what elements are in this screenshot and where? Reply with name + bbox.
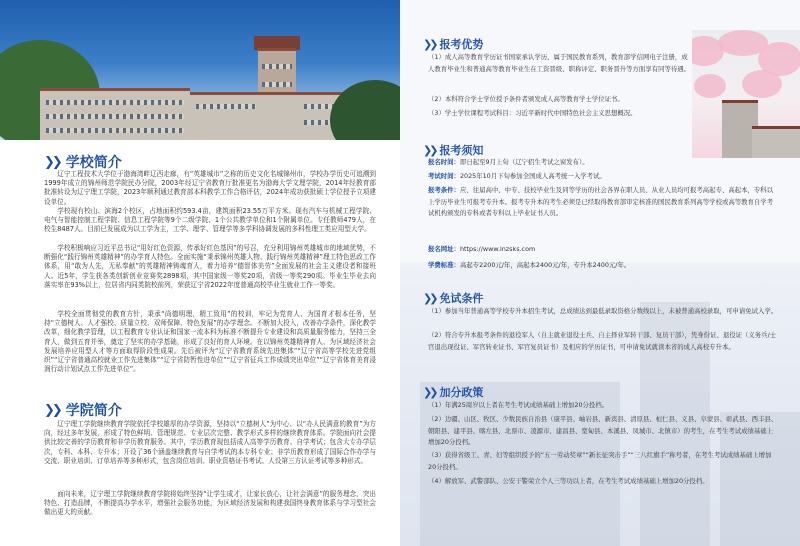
notice-row-tuition [428, 260, 768, 272]
notice-value: 高起专2200元/年，高起本2400元/年，专升本2400元/年。 [459, 261, 631, 269]
notice-row-exam-time [428, 171, 768, 183]
chevron-right-icon: ❯❯ [44, 402, 60, 418]
exemption-heading [423, 290, 483, 306]
advantage-item-3: （3）学士学位课程考试科目：习近平新时代中国特色社会主义思想概况。 [428, 109, 637, 117]
college-intro-title: 学院简介 [65, 403, 122, 419]
notice-row-eligibility [428, 185, 778, 220]
exemption-item-2: （2）符合专升本报考条件的退役军人（自主就业退役士兵、自主择业军转干部、复员干部），凭身份证、退役证（义务兵/士官退出现役证、军官转业证书、军官复员证书）及相应的学历证书，可申请免试就读本省的成人高校专升本。 [428, 331, 777, 351]
notice-title: 报考须知 [439, 144, 484, 157]
advantage-item-2: （2）本科符合学士学位授予条件者颁发成人高等教育学士学位证书。 [428, 95, 624, 103]
notice-value: 2025年10月下旬参加全国成人高考统一入学考试。 [459, 172, 606, 180]
notice-label: 学费标准： [428, 261, 460, 269]
chevron-right-icon: ❯❯ [423, 37, 436, 51]
notice-row-website [428, 244, 768, 256]
blossom-tower-photo [692, 30, 800, 158]
bonus-title: 加分政策 [439, 386, 484, 399]
school-intro-paragraph-1: 辽宁工程技术大学位于渤海湾畔辽西走廊，有“英雄城市”之称的历史文化名城锦州市，学校办学历史可追溯到1999年成立的锦州师范学院民办分院，2003年经辽宁省教育厅批准更名为渤海大学文理学院，2014年经教育部批准转设为辽宁理工学院，2023年顺利通过教育部本科教学工作合格评估，2024年成功获批硕士学位授予立项建设单位。 [44, 170, 376, 206]
advantages-heading [423, 36, 483, 52]
notice-label: 报考条件： [428, 186, 460, 194]
school-intro-heading [44, 152, 122, 172]
bonus-heading [423, 384, 483, 400]
notice-label: 考试时间： [428, 172, 460, 180]
chevron-right-icon: ❯❯ [44, 154, 60, 170]
signup-url-link[interactable]: https://www.lnzsks.com [459, 245, 536, 253]
exemption-item-1: （1）参加当年普通高等学校专升本招生考试，总成绩达到最低录取资格分数线以上，未被普通高校录取，可申请免试入学。 [428, 307, 778, 315]
notice-value: 即日起至9月上旬（辽宁招生考试之窗发布）。 [459, 158, 589, 166]
chevron-right-icon: ❯❯ [423, 291, 436, 305]
college-intro-paragraph-2: 面向未来，辽宁理工学院继续教育学院将始终坚持“让学生成才，让家长放心，让社会满意”的服务理念，突出特色、打造品牌，不断提高办学水平，增强社会服务功能，为区域经济发展和构建我国终身教育体系与学习型社会做出更大的贡献。 [44, 490, 376, 517]
bonus-item-1: （1）年满25周岁以上者在考生考试成绩基础上增加20分投档。 [428, 401, 609, 409]
school-intro-title: 学校简介 [65, 155, 122, 171]
school-intro-paragraph-3: 学校积极响应习近平总书记“用好红色资源，传承好红色基因”的号召，充分利用锦州英雄城市的地域优势，不断强化“践行锦州英雄精神”的办学育人特色。全面实施“秉承锦州英雄人物、践行锦州英雄精神”理工特色思政工作体系，用“敢为人先，无私奉献”的英雄精神铸魂育人，着力培养“德智体美劳”全面发展的社会主义建设者和接班人。近5年，学生获各类创新创业竞赛奖2898项，其中国家级一等奖20项，省级一等奖290项。毕业生毕业去向落实率在93%以上，位居省内同类院校前列，荣获辽宁省2022年度普通高校毕业生就业工作一等奖。 [44, 244, 376, 289]
school-intro-paragraph-2: 学校现有校山、滨海2个校区，占地面积约593.4亩，建筑面积23.55万平方米。现有汽车与机械工程学院、电气与智能控制工程学院、信息工程学院等9个二级学院、1个公共教学单位和1个附属单位。专任教师479人，在校生8487人。目前已发展成为以工学为主，工学、理学、管理学等多学科协调发展的多科性理工类应用型大学。 [44, 207, 376, 234]
exemption-title: 免试条件 [439, 292, 484, 305]
college-intro-heading [44, 400, 122, 420]
notice-heading [423, 142, 483, 158]
bonus-item-4: （4）解放军、武警部队、公安干警荣立个人三等功以上者，在考生考试成绩基础上增加20分投档。 [428, 477, 709, 485]
notice-row-signup-time [428, 157, 768, 169]
school-intro-paragraph-4: 学校全面贯彻党的教育方针，秉承“尚德明理，精工致用”的校训，牢记为党育人、为国育才根本任务，坚持“立德树人、人才强校、质量立校、双师保障、特色发展”的办学理念。不断加大投入，改善办学条件，深化教学改革，细化教学管理，以工程教育专业认证和国家一流本科为标准不断提升专业建设和高质量服务能力，坚持三全育人，做到五育并举，奠定了坚实的办学基础，形成了良好的育人环境。在以锦州英雄精神育人、为区域经济社会发展培养应用型人才等方面取得阶段性成果。先后被评为“辽宁省教育系统先进集体”“辽宁省高等学校先进党组织”“辽宁省普通高校就业工作先进集体”“辽宁省防暂性进单位”“辽宁省征兵工作成绩突出单位”“辽宁省体育美育浸润行动计划试点工作先进单位”。 [44, 310, 376, 374]
notice-label: 报名时间： [428, 158, 460, 166]
advantage-item-1: （1）成人高等教育学历证书国家承认学历，属于国民教育系列，教育部学信网电子注册，成人教育毕业生和普通高等教育毕业生在工资晋级、职称评定、职务晋升等方面享有同等待遇。 [428, 53, 691, 73]
chevron-right-icon: ❯❯ [423, 385, 436, 399]
notice-label: 报名网址： [428, 245, 460, 253]
college-intro-paragraph-1: 辽宁理工学院继续教育学院依托学校雄厚的办学资源，坚持以“立德树人”为中心、以“办人民满意的教育”为方向，经过多年发展，形成了特色鲜明、管理规范、专业层次完整、教学形式多样的继续教育体系。学院面向社会提供比较完善的学历教育和非学历教育服务。其中，学历教育现包括成人高等学历教育、自学考试；包含大专办学层次，专科、本科、专升本；开设了36个涵盖继续教育与自学考试的本专科专业；非学历教育形成了国际合作办学与交流、职业培训、订单培养等多种形式，包含岗位培训、职业资格证书考试、人设第三方认证考试等多种形式。 [44, 420, 376, 465]
bonus-item-3: （3）获得省级工、青、妇等组织授予的“五一劳动奖章”“新长征突击手”“三八红旗手”称号者，在考生考试成绩基础上增加20分投档。 [428, 451, 772, 471]
chevron-right-icon: ❯❯ [423, 143, 436, 157]
campus-photo [0, 0, 400, 140]
bonus-item-2: （2）边疆、山区、牧区、少数民族自治县（康平县、岫岩县、新宾县、清原县、桓仁县、义县、阜蒙县、彰武县、西丰县、朝阳县、建平县、喀左县、北票市、凌源市、建昌县、宽甸县、本溪县、凤城市、北镇市）的考生，在考生考试成绩基础上增加20分投档。 [428, 415, 778, 447]
advantages-title: 报考优势 [439, 38, 484, 51]
notice-value: 应、往届高中、中专、技校毕业生及同等学历的社会各界在职人员、从业人员均可报考高起专、高起本，专科以上学历毕业生可报考专升本。报考专升本的考生必须是已经取得教育部审定核准的国民教育系列高等学校或高等教育自学考试机构颁发的专科或者专科以上毕业证书人员。 [428, 186, 774, 218]
